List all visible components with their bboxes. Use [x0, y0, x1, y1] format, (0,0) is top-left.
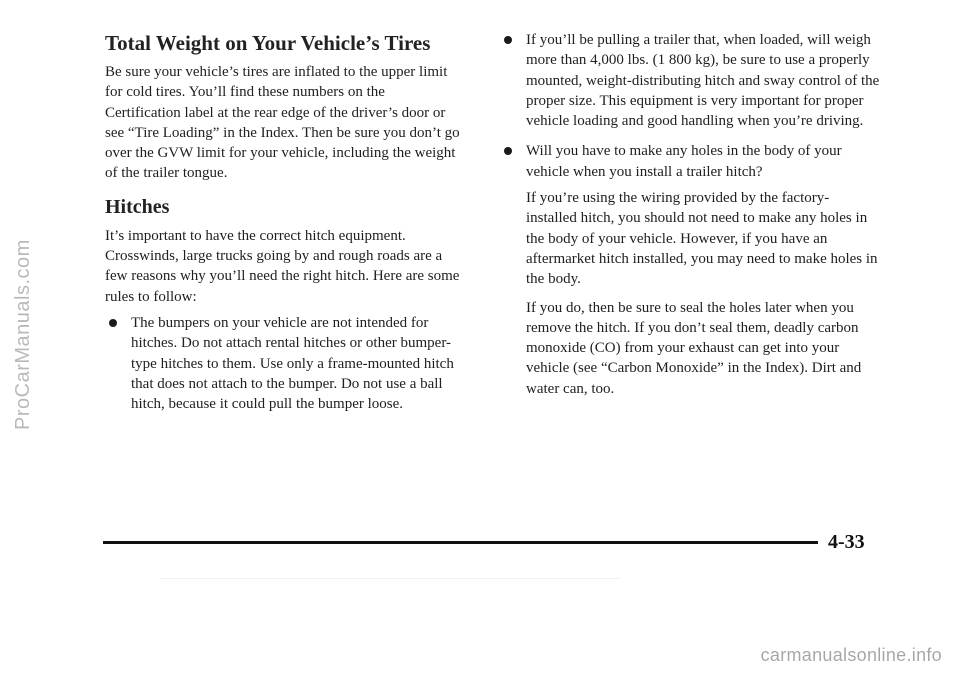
section-heading-total-weight: Total Weight on Your Vehicle’s Tires — [105, 31, 431, 55]
right-column — [500, 30, 880, 399]
seal-holes-paragraph: If you do, then be sure to seal the holes later when you remove the hitch. If you don’t seal them, deadly carbon monoxide (CO) from your exhaust can get into your vehicle (see “Carbon Monoxide” in the Index). Dirt and water can, too. — [526, 299, 862, 397]
list-item — [500, 30, 880, 131]
list-item — [105, 313, 460, 414]
wiring-paragraph: If you’re using the wiring provided by the factory-installed hitch, you should not need to make any holes in the body of your vehicle. However, if you have an aftermarket hitch installed, you may need to make holes in the body. — [526, 190, 878, 288]
left-column — [105, 30, 460, 424]
list-item-text: Will you have to make any holes in the body of your vehicle when you install a trailer hitch? — [526, 143, 842, 180]
page-number: 4-33 — [828, 531, 865, 553]
bullet-icon — [504, 147, 512, 155]
bullet-icon — [109, 319, 117, 327]
list-item-text: If you’ll be pulling a trailer that, when loaded, will weigh more than 4,000 lbs. (1 800 kg), be sure to use a properly mounted, weight-distributing hitch and sway control of the proper size. This equipment is very important for proper vehicle loading and good handling when you’re driving. — [526, 32, 880, 130]
total-weight-paragraph: Be sure your vehicle’s tires are inflated to the upper limit for cold tires. You’ll find these numbers on the Certification label at the rear edge of the driver’s door or see “Tire Loading” in the Index. Then be sure you don’t go over the GVW limit for your vehicle, including the weight of the trailer tongue. — [105, 64, 460, 182]
list-item — [500, 141, 880, 182]
section-heading-hitches: Hitches — [105, 195, 170, 218]
scan-artifact-line — [160, 578, 620, 579]
hitch-rules-list-right — [500, 30, 880, 182]
side-watermark-text: ProCarManuals.com — [12, 239, 34, 430]
footer-rule — [103, 541, 818, 544]
hitch-rules-list-left — [105, 313, 460, 414]
hitches-intro-paragraph: It’s important to have the correct hitch equipment. Crosswinds, large trucks going by and rough roads are a few reasons why you’ll need the right hitch. Here are some rules to follow: — [105, 227, 460, 305]
bottom-watermark: carmanualsonline.info — [760, 645, 942, 665]
list-item-text: The bumpers on your vehicle are not intended for hitches. Do not attach rental hitches or other bumper-type hitches to them. Use only a frame-mounted hitch that does not attach to the bumper. Do not use a ball hitch, because it could pull the bumper loose. — [131, 314, 454, 413]
bullet-icon — [504, 36, 512, 44]
side-watermark — [0, 200, 34, 450]
